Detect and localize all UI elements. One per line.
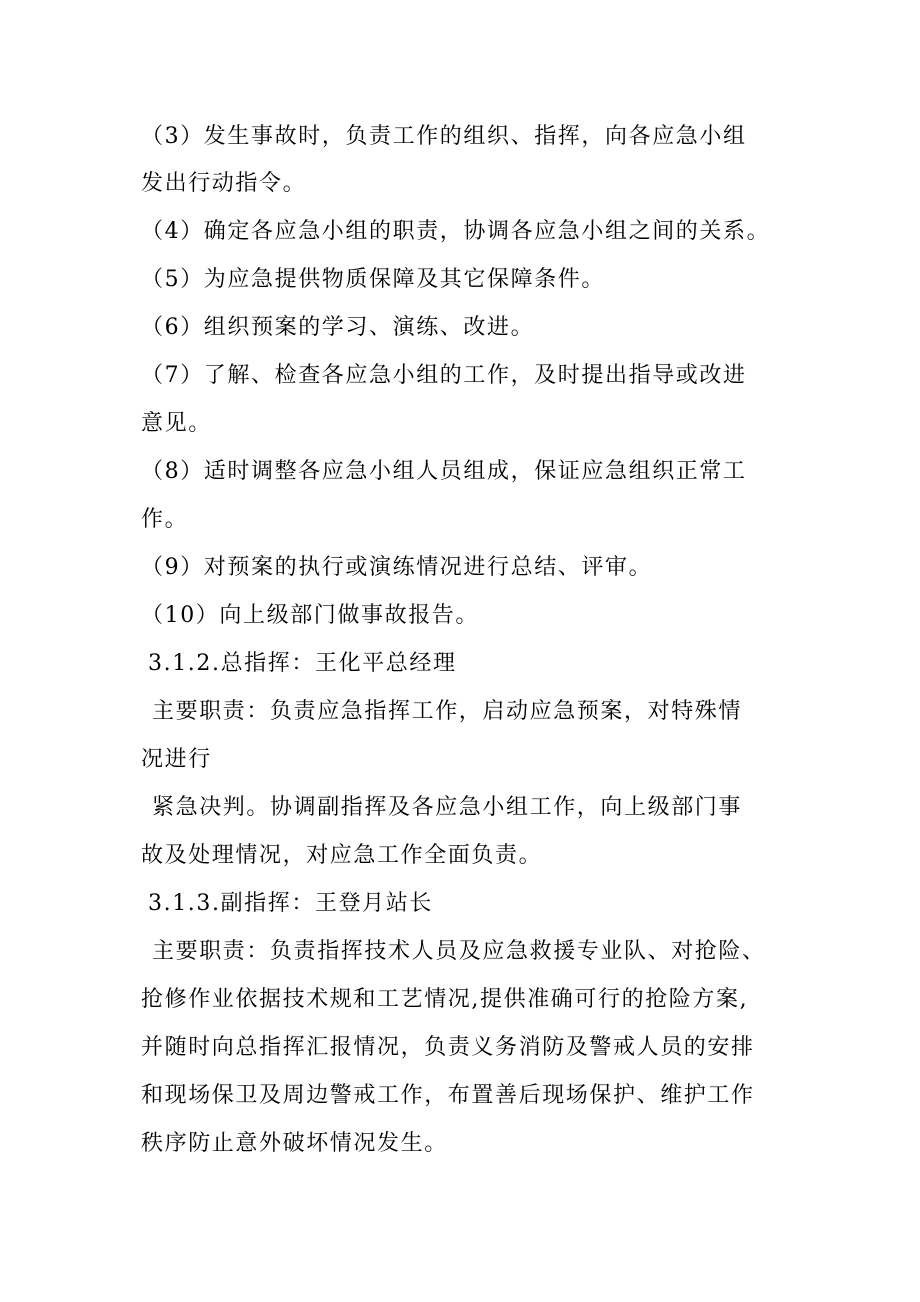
commander-duties-line-2: 况进行 bbox=[141, 747, 212, 772]
commander-duties-line-3: 紧急决判。协调副指挥及各应急小组工作，向上级部门事 bbox=[152, 795, 743, 820]
deputy-duties-line-1: 主要职责：负责指挥技术人员及应急救援专业队、对抢险、 bbox=[152, 939, 766, 964]
item-7-line-2: 意见。 bbox=[141, 411, 212, 436]
item-7-line-1: （7）了解、检查各应急小组的工作，及时提出指导或改进 bbox=[141, 363, 747, 388]
item-6-line: （6）组织预案的学习、演练、改进。 bbox=[141, 315, 535, 340]
item-10-line: （10）向上级部门做事故报告。 bbox=[141, 603, 479, 628]
item-3-line-1: （3）发生事故时，负责工作的组织、指挥，向各应急小组 bbox=[141, 124, 747, 149]
deputy-duties-line-5: 秩序防止意外破坏情况发生。 bbox=[141, 1131, 448, 1156]
item-9-line: （9）对预案的执行或演练情况进行总结、评审。 bbox=[141, 555, 653, 580]
deputy-duties-line-4: 和现场保卫及周边警戒工作，布置善后现场保护、维护工作 bbox=[141, 1083, 755, 1108]
item-8-line-2: 作。 bbox=[141, 507, 189, 532]
item-5-line: （5）为应急提供物质保障及其它保障条件。 bbox=[141, 267, 605, 292]
item-4-line: （4）确定各应急小组的职责，协调各应急小组之间的关系。 bbox=[141, 219, 771, 244]
item-3-line-2: 发出行动指令。 bbox=[141, 171, 307, 196]
item-8-line-1: （8）适时调整各应急小组人员组成，保证应急组织正常工 bbox=[141, 459, 747, 484]
commander-duties-line-1: 主要职责：负责应急指挥工作，启动应急预案，对特殊情 bbox=[152, 699, 743, 724]
deputy-duties-line-2: 抢修作业依据技术规和工艺情况,提供准确可行的抢险方案, bbox=[141, 987, 749, 1012]
section-3-1-3-heading: 3.1.3.副指挥：王登月站长 bbox=[148, 891, 433, 916]
commander-duties-line-4: 故及处理情况，对应急工作全面负责。 bbox=[141, 843, 543, 868]
deputy-duties-line-3: 并随时向总指挥汇报情况，负责义务消防及警戒人员的安排 bbox=[141, 1035, 755, 1060]
section-3-1-2-heading: 3.1.2.总指挥：王化平总经理 bbox=[148, 651, 457, 676]
